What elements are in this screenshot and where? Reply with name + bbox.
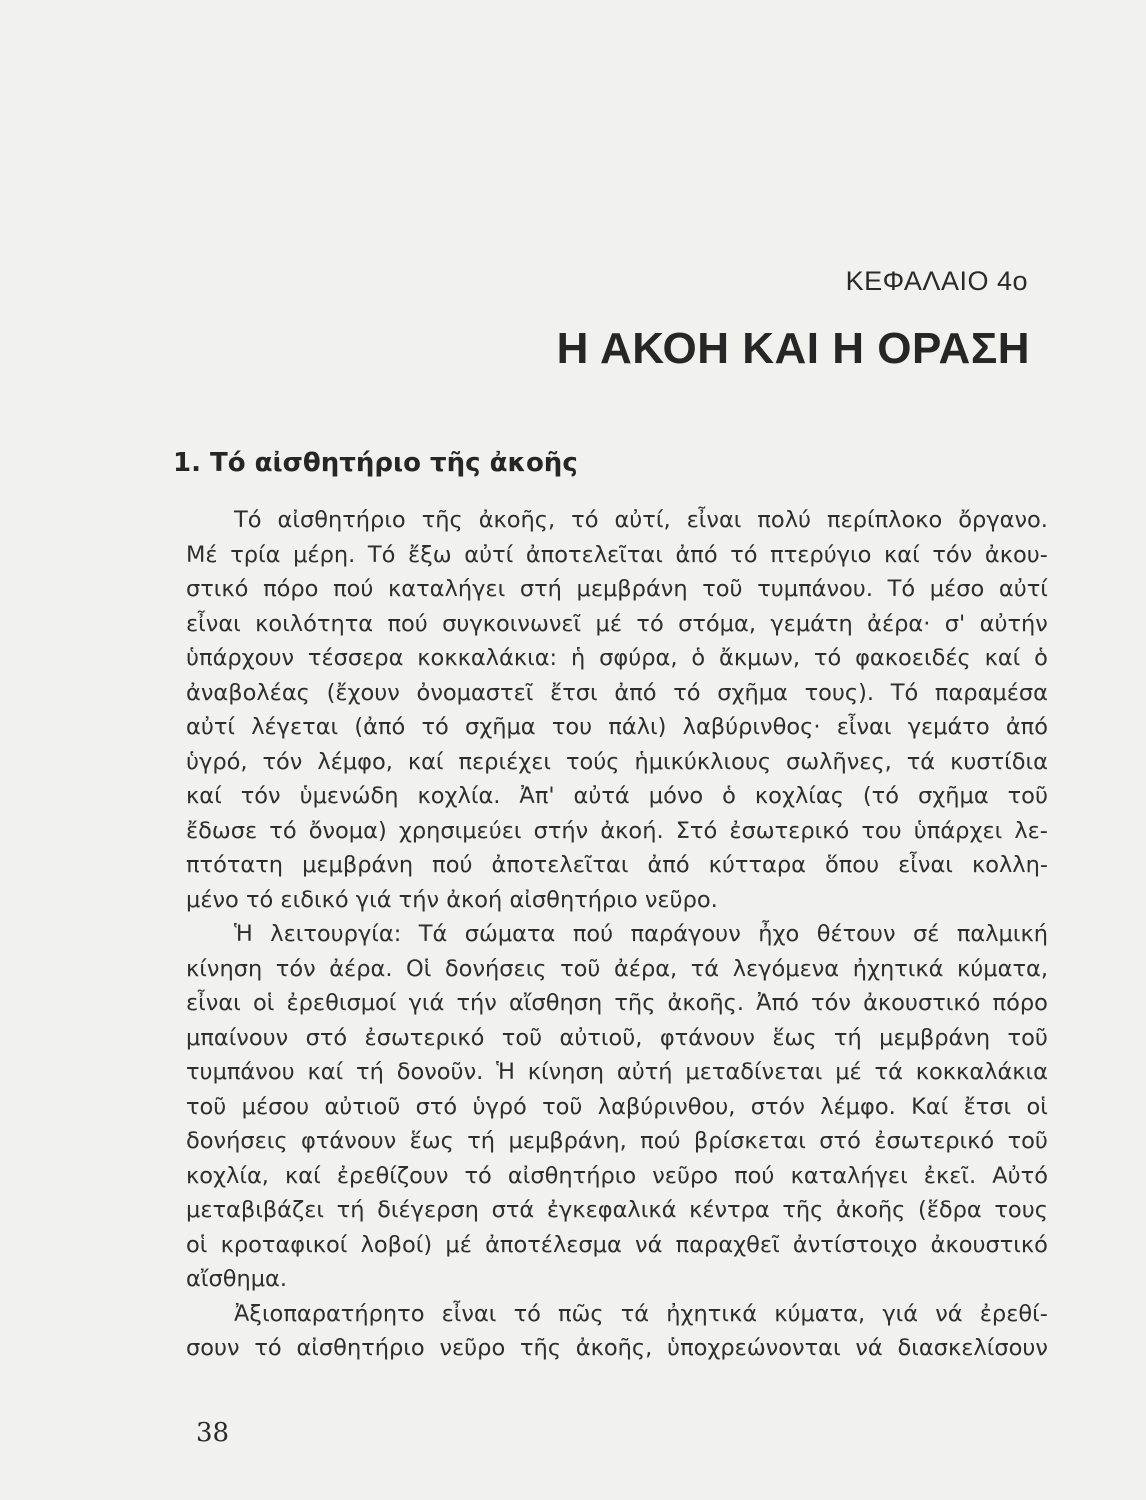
text-line: πτότατη μεμβράνη πού ἀποτελεῖται ἀπό κύτταρα ὅπου εἶναι κολλη- <box>186 852 1048 878</box>
text-line: οἱ κροταφικοί λοβοί) μέ ἀποτέλεσμα νά παραχθεῖ ἀντίστοιχο ἀκουστικό <box>186 1231 1048 1258</box>
text-line: τοῦ μέσου αὐτιοῦ στό ὑγρό τοῦ λαβύρινθου, στόν λέμφο. Καί ἔτσι οἱ <box>186 1093 1048 1120</box>
text-line: αὐτί λέγεται (ἀπό τό σχῆμα του πάλι) λαβύρινθος· εἶναι γεμάτο ἀπό <box>186 714 1048 740</box>
text-line: εἶναι οἱ ἐρεθισμοί γιά τήν αἴσθηση τῆς ἀκοῆς. Ἀπό τόν ἀκουστικό πόρο <box>186 990 1048 1016</box>
page-number: 38 <box>196 1418 230 1448</box>
text-line: κοχλία, καί ἐρεθίζουν τό αἰσθητήριο νεῦρο πού καταλήγει ἐκεῖ. Αὐτό <box>186 1162 1048 1189</box>
text-line: καί τόν ὑμενώδη κοχλία. Ἀπ' αὐτά μόνο ὁ κοχλίας (τό σχῆμα τοῦ <box>186 783 1048 809</box>
text-line: Ἀξιοπαρατήρητο εἶναι τό πῶς τά ἠχητικά κύματα, γιά νά ἐρεθί- <box>234 1300 1048 1327</box>
chapter-label: ΚΕΦΑΛΑΙΟ 4ο <box>845 266 1028 296</box>
text-line: σουν τό αἰσθητήριο νεῦρο τῆς ἀκοῆς, ὑποχρεώνονται νά διασκελίσουν <box>186 1335 1048 1361</box>
section-heading: 1. Τό αἰσθητήριο τῆς ἀκοῆς <box>173 448 578 478</box>
text-line: Ἡ λειτουργία: Τά σώματα πού παράγουν ἦχο θέτουν σέ παλμική <box>234 921 1048 947</box>
text-line: ἔδωσε τό ὄνομα) χρησιμεύει στήν ἀκοή. Στό ἐσωτερικό του ὑπάρχει λε- <box>186 817 1048 844</box>
text-line: ἀναβολέας (ἔχουν ὀνομαστεῖ ἔτσι ἀπό τό σχῆμα τους). Τό παραμέσα <box>186 679 1048 706</box>
text-line: μπαίνουν στό ἐσωτερικό τοῦ αὐτιοῦ, φτάνουν ἕως τή μεμβράνη τοῦ <box>186 1024 1048 1051</box>
text-line: δονήσεις φτάνουν ἕως τή μεμβράνη, πού βρίσκεται στό ἐσωτερικό τοῦ <box>186 1128 1048 1154</box>
text-line: εἶναι κοιλότητα πού συγκοινωνεῖ μέ τό στόμα, γεμάτη ἀέρα· σ' αὐτήν <box>186 610 1048 637</box>
body-text <box>186 503 1048 1366</box>
text-line: ὑπάρχουν τέσσερα κοκκαλάκια: ἡ σφύρα, ὁ ἄκμων, τό φακοειδές καί ὁ <box>186 645 1048 671</box>
text-line: αἴσθημα. <box>186 1266 288 1292</box>
text-line: στικό πόρο πού καταλήγει στή μεμβράνη τοῦ τυμπάνου. Τό μέσο αὐτί <box>186 576 1048 602</box>
text-line: κίνηση τόν ἀέρα. Οἱ δονήσεις τοῦ ἀέρα, τά λεγόμενα ἠχητικά κύματα, <box>186 955 1048 982</box>
text-line: μένο τό ειδικό γιά τήν ἀκοή αἰσθητήριο νεῦρο. <box>186 886 718 913</box>
chapter-title: Η ΑΚΟΗ ΚΑΙ Η ΟΡΑΣΗ <box>556 324 1030 373</box>
text-line: τυμπάνου καί τή δονοῦν. Ἡ κίνηση αὐτή μεταδίνεται μέ τά κοκκαλάκια <box>186 1059 1048 1085</box>
text-line: μεταβιβάζει τή διέγερση στά ἐγκεφαλικά κέντρα τῆς ἀκοῆς (ἕδρα τους <box>186 1197 1048 1223</box>
text-line: ὑγρό, τόν λέμφο, καί περιέχει τούς ἡμικύκλιους σωλῆνες, τά κυστίδια <box>186 748 1048 775</box>
text-line: Μέ τρία μέρη. Τό ἔξω αὐτί ἀποτελεῖται ἀπό τό πτερύγιο καί τόν ἀκου- <box>186 541 1048 568</box>
text-line: Τό αἰσθητήριο τῆς ἀκοῆς, τό αὐτί, εἶναι πολύ περίπλοκο ὄργανο. <box>234 507 1048 533</box>
